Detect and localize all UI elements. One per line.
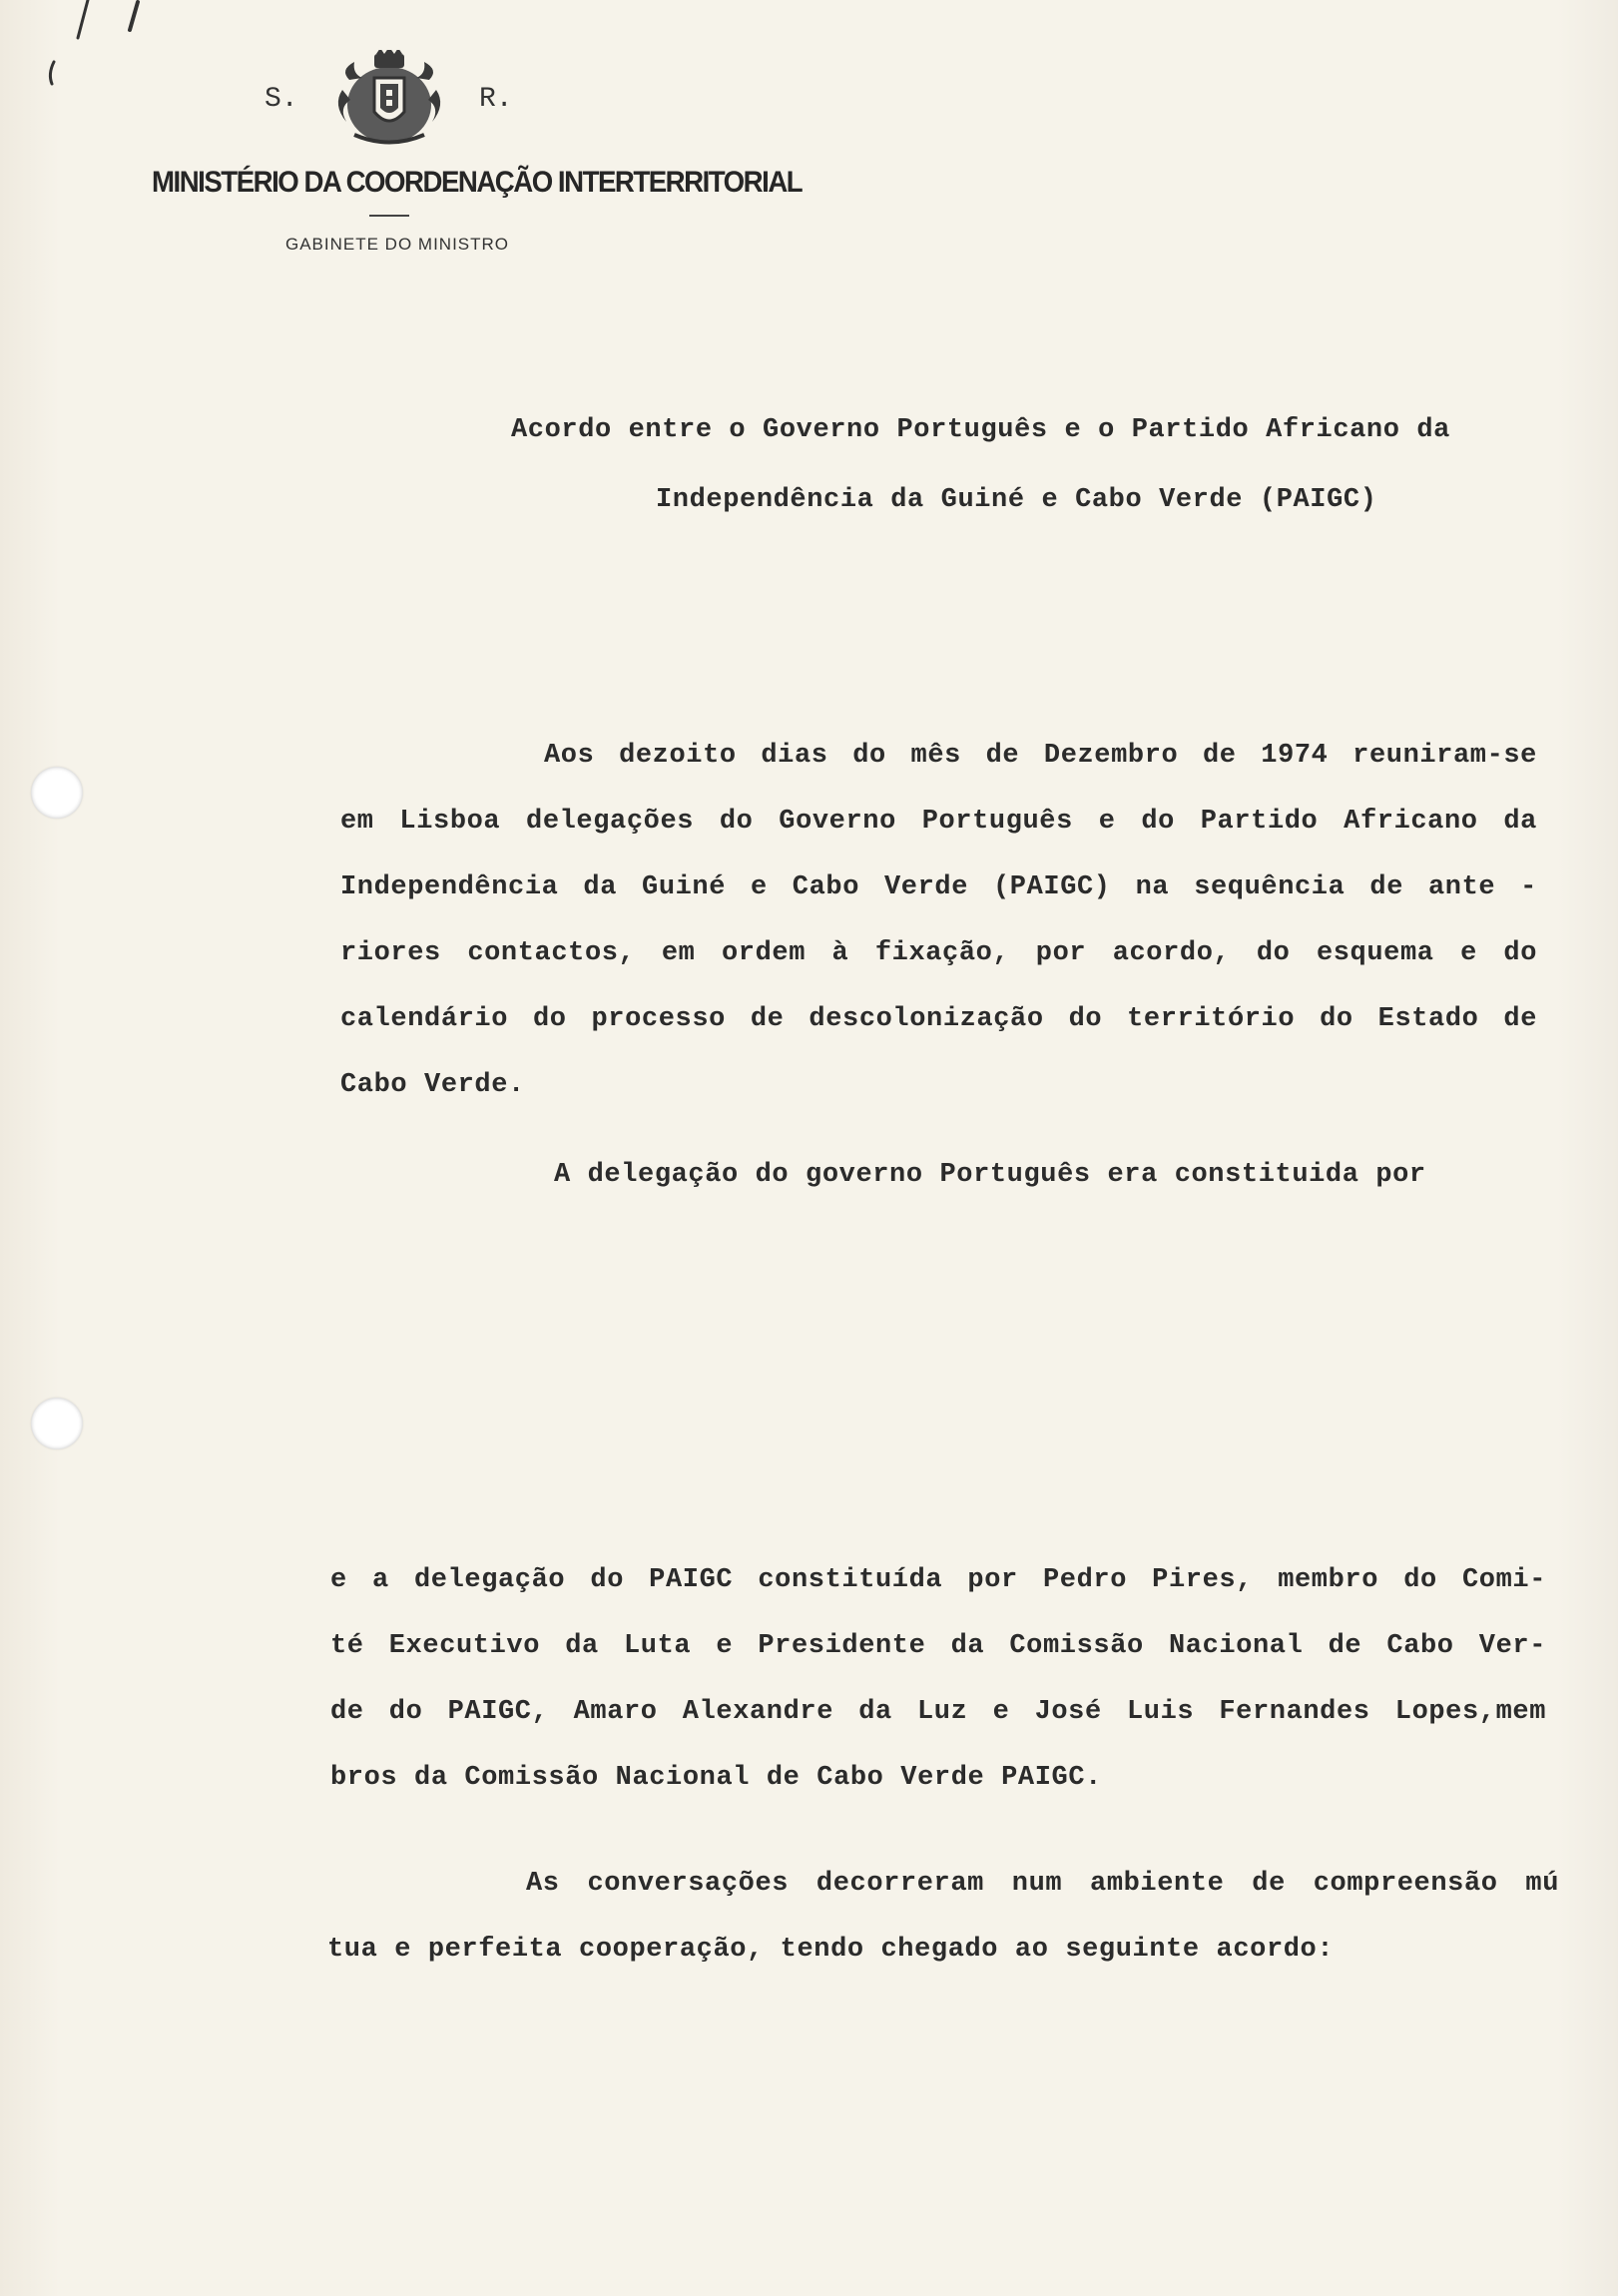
ministry-name: MINISTÉRIO DA COORDENAÇÃO INTERTERRITORIAL xyxy=(152,166,803,199)
letterhead-divider xyxy=(369,215,409,217)
title-line-1: Acordo entre o Governo Português e o Partido Africano da xyxy=(511,415,1450,445)
letterhead-right-initial: R. xyxy=(479,84,513,115)
cabinet-name: GABINETE DO MINISTRO xyxy=(285,235,510,254)
title-line-2: Independência da Guiné e Cabo Verde (PAIGC) xyxy=(656,485,1377,515)
paragraph1-line: Cabo Verde. xyxy=(340,1070,525,1100)
paragraph3-line: té Executivo da Luta e Presidente da Comissão Nacional de Cabo Ver- xyxy=(330,1631,1546,1661)
punch-hole-bottom xyxy=(31,1398,83,1449)
letterhead xyxy=(150,50,803,260)
paragraph4-line: tua e perfeita cooperação, tendo chegado ao seguinte acordo: xyxy=(327,1935,1335,1965)
letterhead-left-initial: S. xyxy=(265,84,298,115)
paragraph3-line: bros da Comissão Nacional de Cabo Verde PAIGC. xyxy=(330,1763,1102,1793)
paragraph1-line: em Lisboa delegações do Governo Português e do Partido Africano da xyxy=(340,807,1537,837)
paragraph1-line: Independência da Guiné e Cabo Verde (PAIGC) na sequência de ante - xyxy=(340,872,1537,902)
paragraph4-line: As conversações decorreram num ambiente de compreensão mú xyxy=(526,1869,1559,1899)
paragraph2: A delegação do governo Português era constituida por xyxy=(554,1160,1426,1190)
paragraph1-line: riores contactos, em ordem à fixação, por acordo, do esquema e do xyxy=(340,938,1537,968)
paragraph3-line: e a delegação do PAIGC constituída por Pedro Pires, membro do Comi- xyxy=(330,1565,1546,1595)
handwritten-marks xyxy=(40,0,160,100)
punch-hole-top xyxy=(31,767,83,819)
paragraph3-line: de do PAIGC, Amaro Alexandre da Luz e José Luis Fernandes Lopes,mem xyxy=(330,1697,1546,1727)
coat-of-arms-icon xyxy=(324,50,454,150)
paragraph1-line: Aos dezoito dias do mês de Dezembro de 1974 reuniram-se xyxy=(544,741,1537,771)
paragraph1-line: calendário do processo de descolonização do território do Estado de xyxy=(340,1004,1537,1034)
